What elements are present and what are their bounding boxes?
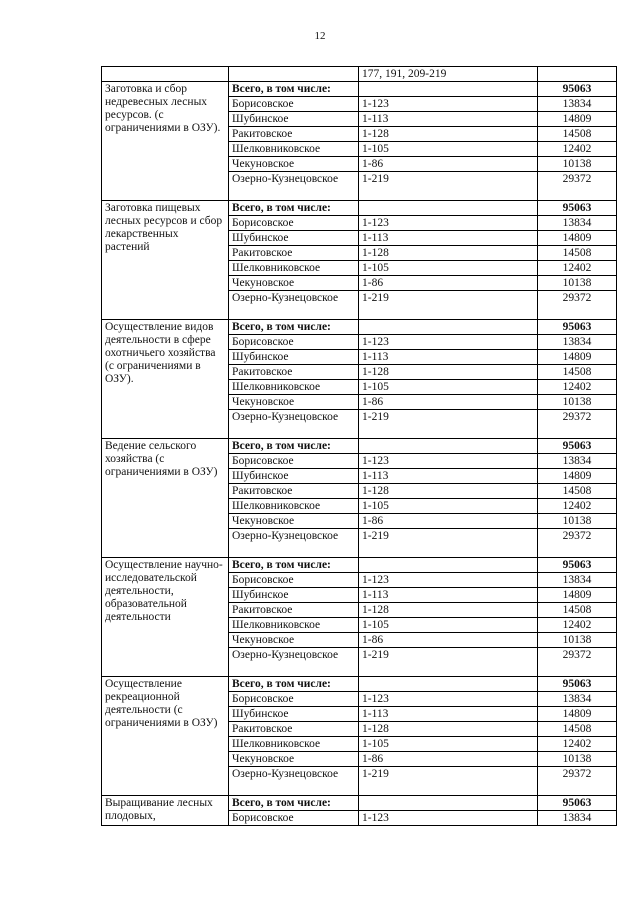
- table-row: [102, 67, 617, 82]
- total-label: Всего, в том числе:: [229, 320, 359, 335]
- quarter-range: 1-113: [359, 231, 538, 246]
- total-label: Всего, в том числе:: [229, 201, 359, 216]
- district-name: Борисовское: [229, 811, 359, 826]
- district-name: Борисовское: [229, 573, 359, 588]
- quarter-range: 1-105: [359, 380, 538, 395]
- area-value: 29372: [538, 767, 617, 796]
- quarter-range: 1-123: [359, 97, 538, 112]
- district-name: Ракитовское: [229, 484, 359, 499]
- area-value: 12402: [538, 261, 617, 276]
- area-value: 12402: [538, 618, 617, 633]
- district-name: Шелковниковское: [229, 380, 359, 395]
- area-value: 13834: [538, 216, 617, 231]
- district-name: Озерно-Кузнецовское: [229, 648, 359, 677]
- area-value: 14809: [538, 469, 617, 484]
- quarter-range: 1-113: [359, 588, 538, 603]
- area-value: 14809: [538, 707, 617, 722]
- area-value: 10138: [538, 276, 617, 291]
- activity-cell: Выращивание лесных плодовых,: [102, 796, 229, 826]
- area-value: 29372: [538, 410, 617, 439]
- total-value: 95063: [538, 558, 617, 573]
- activity-cell: Заготовка и сбор недревесных лесных ресурсов. (с ограничениями в ОЗУ).: [102, 82, 229, 201]
- district-name: Борисовское: [229, 216, 359, 231]
- activity-cell: Заготовка пищевых лесных ресурсов и сбор лекарственных растений: [102, 201, 229, 320]
- quarter-range: 1-219: [359, 767, 538, 796]
- district-cell: [229, 67, 359, 82]
- district-name: Шелковниковское: [229, 737, 359, 752]
- district-name: Шубинское: [229, 588, 359, 603]
- quarter-range: 1-123: [359, 335, 538, 350]
- district-name: Борисовское: [229, 97, 359, 112]
- district-name: Шубинское: [229, 350, 359, 365]
- area-value: 14508: [538, 603, 617, 618]
- section-total-row: [102, 439, 617, 454]
- quarter-range: 1-128: [359, 365, 538, 380]
- quarter-range: 1-219: [359, 172, 538, 201]
- area-value: 29372: [538, 529, 617, 558]
- area-value: 14809: [538, 350, 617, 365]
- district-name: Шелковниковское: [229, 618, 359, 633]
- section-total-row: [102, 677, 617, 692]
- quarter-range: 1-128: [359, 246, 538, 261]
- area-value: 12402: [538, 380, 617, 395]
- quarter-range: 1-123: [359, 811, 538, 826]
- area-value: 14508: [538, 722, 617, 737]
- area-value: 13834: [538, 573, 617, 588]
- district-name: Озерно-Кузнецовское: [229, 172, 359, 201]
- quarters-cell: [359, 82, 538, 97]
- quarters-cell: 177, 191, 209-219: [359, 67, 538, 82]
- quarter-range: 1-105: [359, 261, 538, 276]
- activity-cell: Осуществление рекреационной деятельности (с ограничениями в ОЗУ): [102, 677, 229, 796]
- area-value: 14508: [538, 484, 617, 499]
- total-label: Всего, в том числе:: [229, 82, 359, 97]
- quarter-range: 1-113: [359, 469, 538, 484]
- activity-cell: Ведение сельского хозяйства (с ограничениями в ОЗУ): [102, 439, 229, 558]
- district-name: Озерно-Кузнецовское: [229, 291, 359, 320]
- quarter-range: 1-128: [359, 127, 538, 142]
- area-value: 13834: [538, 97, 617, 112]
- district-name: Борисовское: [229, 335, 359, 350]
- total-value: 95063: [538, 439, 617, 454]
- quarter-range: 1-123: [359, 216, 538, 231]
- district-name: Борисовское: [229, 454, 359, 469]
- quarter-range: 1-113: [359, 112, 538, 127]
- section-total-row: [102, 82, 617, 97]
- section-total-row: [102, 201, 617, 216]
- quarter-range: 1-86: [359, 276, 538, 291]
- quarter-range: 1-86: [359, 752, 538, 767]
- quarter-range: 1-86: [359, 395, 538, 410]
- quarter-range: 1-105: [359, 618, 538, 633]
- area-value: 13834: [538, 454, 617, 469]
- area-value: 14809: [538, 112, 617, 127]
- total-label: Всего, в том числе:: [229, 439, 359, 454]
- total-value: 95063: [538, 320, 617, 335]
- area-value: 29372: [538, 648, 617, 677]
- activity-cell: Осуществление видов деятельности в сфере охотничьего хозяйства (с ограничениями в ОЗУ).: [102, 320, 229, 439]
- district-name: Озерно-Кузнецовское: [229, 529, 359, 558]
- district-name: Чекуновское: [229, 752, 359, 767]
- quarter-range: 1-219: [359, 291, 538, 320]
- district-name: Ракитовское: [229, 365, 359, 380]
- district-name: Озерно-Кузнецовское: [229, 767, 359, 796]
- quarter-range: 1-219: [359, 529, 538, 558]
- section-total-row: [102, 558, 617, 573]
- district-name: Чекуновское: [229, 395, 359, 410]
- total-label: Всего, в том числе:: [229, 558, 359, 573]
- district-name: Шелковниковское: [229, 499, 359, 514]
- district-name: Шелковниковское: [229, 261, 359, 276]
- district-name: Шубинское: [229, 112, 359, 127]
- area-value: 14809: [538, 231, 617, 246]
- quarters-cell: [359, 320, 538, 335]
- area-value: 10138: [538, 514, 617, 529]
- quarter-range: 1-123: [359, 573, 538, 588]
- area-value: 10138: [538, 633, 617, 648]
- total-label: Всего, в том числе:: [229, 796, 359, 811]
- quarters-cell: [359, 677, 538, 692]
- district-name: Борисовское: [229, 692, 359, 707]
- area-value: 13834: [538, 692, 617, 707]
- activity-cell: Осуществление научно-исследовательской деятельности, образовательной деятельности: [102, 558, 229, 677]
- quarter-range: 1-219: [359, 410, 538, 439]
- area-value: 14809: [538, 588, 617, 603]
- district-name: Ракитовское: [229, 246, 359, 261]
- activity-cell: [102, 67, 229, 82]
- section-total-row: [102, 796, 617, 811]
- district-name: Чекуновское: [229, 514, 359, 529]
- quarter-range: 1-86: [359, 633, 538, 648]
- quarter-range: 1-105: [359, 737, 538, 752]
- quarter-range: 1-128: [359, 484, 538, 499]
- area-value: 29372: [538, 172, 617, 201]
- quarter-range: 1-105: [359, 499, 538, 514]
- quarter-range: 1-128: [359, 722, 538, 737]
- area-cell: [538, 67, 617, 82]
- quarter-range: 1-113: [359, 707, 538, 722]
- quarters-cell: [359, 558, 538, 573]
- district-name: Чекуновское: [229, 633, 359, 648]
- district-name: Шелковниковское: [229, 142, 359, 157]
- district-name: Ракитовское: [229, 127, 359, 142]
- district-name: Чекуновское: [229, 157, 359, 172]
- page-number: 12: [314, 30, 326, 42]
- area-value: 14508: [538, 365, 617, 380]
- area-value: 10138: [538, 157, 617, 172]
- area-value: 12402: [538, 499, 617, 514]
- quarter-range: 1-219: [359, 648, 538, 677]
- district-name: Ракитовское: [229, 603, 359, 618]
- total-value: 95063: [538, 201, 617, 216]
- district-name: Шубинское: [229, 469, 359, 484]
- total-value: 95063: [538, 82, 617, 97]
- district-name: Ракитовское: [229, 722, 359, 737]
- quarters-cell: [359, 796, 538, 811]
- district-name: Чекуновское: [229, 276, 359, 291]
- section-total-row: [102, 320, 617, 335]
- quarter-range: 1-105: [359, 142, 538, 157]
- quarter-range: 1-128: [359, 603, 538, 618]
- area-value: 10138: [538, 395, 617, 410]
- district-name: Шубинское: [229, 231, 359, 246]
- quarters-cell: [359, 439, 538, 454]
- area-value: 13834: [538, 811, 617, 826]
- quarter-range: 1-123: [359, 454, 538, 469]
- area-value: 14508: [538, 127, 617, 142]
- total-value: 95063: [538, 677, 617, 692]
- area-value: 10138: [538, 752, 617, 767]
- quarter-range: 1-86: [359, 514, 538, 529]
- quarter-range: 1-123: [359, 692, 538, 707]
- area-value: 29372: [538, 291, 617, 320]
- area-value: 13834: [538, 335, 617, 350]
- area-value: 12402: [538, 142, 617, 157]
- quarter-range: 1-113: [359, 350, 538, 365]
- total-label: Всего, в том числе:: [229, 677, 359, 692]
- quarters-cell: [359, 201, 538, 216]
- area-value: 14508: [538, 246, 617, 261]
- district-name: Озерно-Кузнецовское: [229, 410, 359, 439]
- quarter-range: 1-86: [359, 157, 538, 172]
- area-value: 12402: [538, 737, 617, 752]
- total-value: 95063: [538, 796, 617, 811]
- forest-use-table: [101, 66, 617, 826]
- district-name: Шубинское: [229, 707, 359, 722]
